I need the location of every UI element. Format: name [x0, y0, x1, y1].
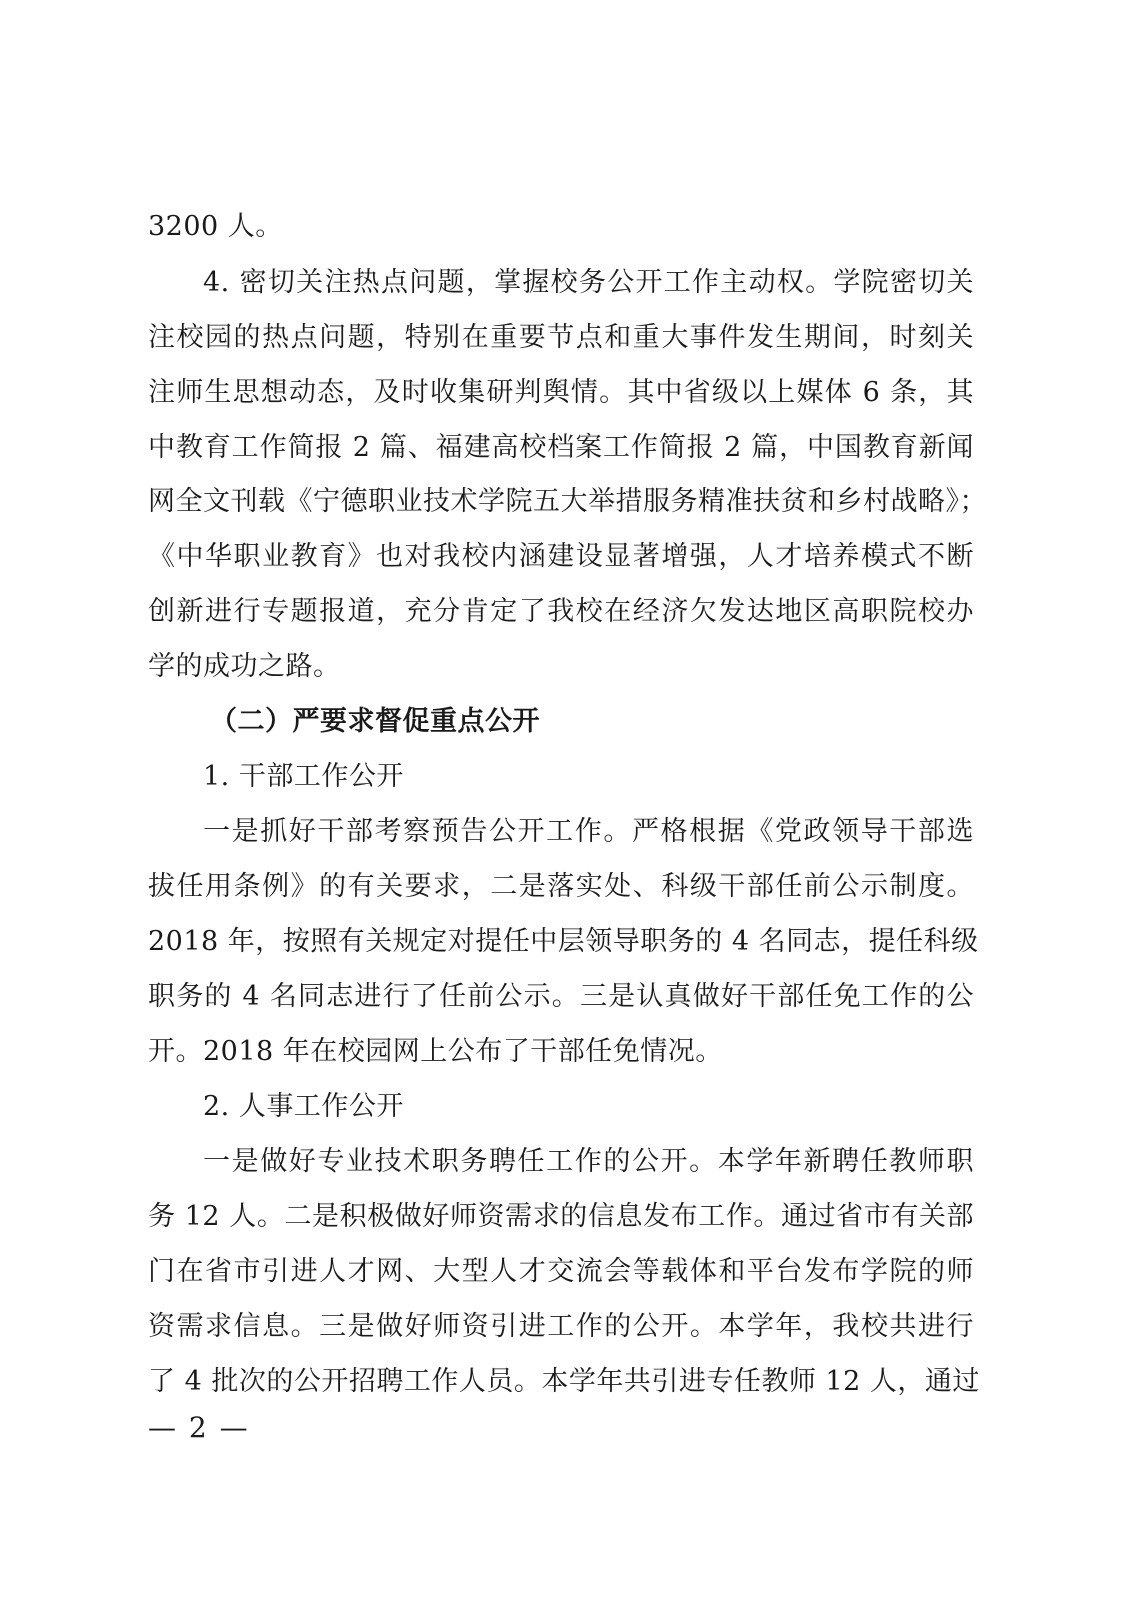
text-line: 一是抓好干部考察预告公开工作。严格根据《党政领导干部选: [203, 816, 974, 847]
text-line: 2018 年，按照有关规定对提任中层领导职务的 4 名同志，提任科级: [148, 926, 979, 957]
text-line: 一是做好专业技术职务聘任工作的公开。本学年新聘任教师职: [203, 1146, 974, 1177]
subsection-heading: 1. 干部工作公开: [203, 761, 404, 792]
text-line: 4. 密切关注热点问题，掌握校务公开工作主动权。学院密切关: [203, 267, 974, 298]
text-line: 3200 人。: [148, 211, 283, 242]
text-line: 资需求信息。三是做好师资引进工作的公开。本学年，我校共进行: [148, 1311, 974, 1342]
text-line: 中教育工作简报 2 篇、福建高校档案工作简报 2 篇，中国教育新闻: [148, 432, 974, 463]
text-line: 注校园的热点问题，特别在重要节点和重大事件发生期间，时刻关: [148, 322, 974, 353]
text-line: 《中华职业教育》也对我校内涵建设显著增强，人才培养模式不断: [148, 541, 974, 572]
text-line: 开。2018 年在校园网上公布了干部任免情况。: [148, 1036, 723, 1067]
page-number: — 2 —: [148, 1411, 250, 1444]
text-line: 网全文刊载《宁德职业技术学院五大举措服务精准扶贫和乡村战略》；: [148, 486, 987, 517]
text-line: 务 12 人。二是积极做好师资需求的信息发布工作。通过省市有关部: [148, 1201, 974, 1232]
text-line: 创新进行专题报道，充分肯定了我校在经济欠发达地区高职院校办: [148, 596, 974, 627]
text-line: 学的成功之路。: [148, 651, 341, 682]
text-line: 职务的 4 名同志进行了任前公示。三是认真做好干部任免工作的公: [148, 981, 974, 1012]
subsection-heading: 2. 人事工作公开: [203, 1091, 404, 1122]
text-line: 了 4 批次的公开招聘工作人员。本学年共引进专任教师 12 人，通过: [148, 1366, 980, 1397]
section-heading: （二）严要求督促重点公开: [210, 706, 540, 737]
text-line: 拔任用条例》的有关要求，二是落实处、科级干部任前公示制度。: [148, 871, 974, 902]
text-line: 门在省市引进人才网、大型人才交流会等载体和平台发布学院的师: [148, 1256, 974, 1287]
text-line: 注师生思想动态，及时收集研判舆情。其中省级以上媒体 6 条，其: [148, 377, 974, 408]
